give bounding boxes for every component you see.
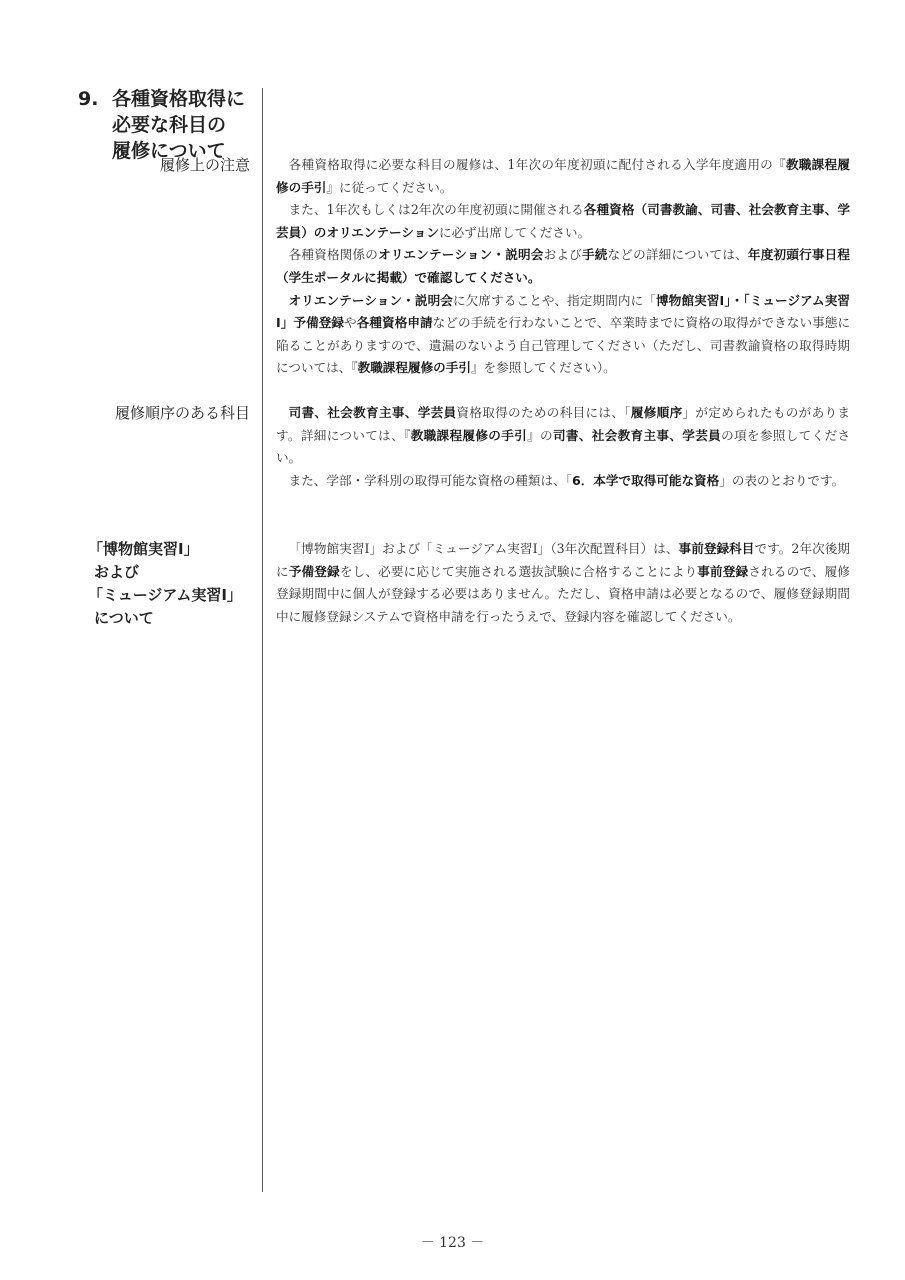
text-run: 』の	[527, 427, 553, 443]
bold-text-run: 予備登録	[288, 563, 340, 579]
bold-text-run: 事前登録科目	[678, 541, 755, 556]
label-museum-practicum	[88, 538, 242, 630]
label-museum-line-2: および	[94, 563, 140, 581]
column-divider	[262, 88, 263, 1192]
bold-text-run: 手続	[581, 247, 608, 263]
bold-text-run: 年度初頭行事日程（学生ポータルに掲載）で確認してください。	[276, 247, 851, 285]
bold-text-run: 博物館実習Ⅰ」・「ミュージアム実習Ⅰ」予備登録	[276, 292, 851, 331]
paragraph	[276, 538, 850, 628]
bold-text-run: オリエンテーション・説明会	[378, 247, 544, 263]
label-museum-line-3: 「ミュージアム実習Ⅰ」	[88, 586, 242, 604]
bold-text-run: 司書、社会教育主事、学芸員	[288, 405, 457, 420]
paragraph	[276, 154, 850, 199]
section-title-line-2: 必要な科目の	[112, 114, 227, 136]
text-run: 」が定められたものがあります。詳細については、『	[276, 405, 851, 443]
bold-text-run: 司書、社会教育主事、学芸員	[552, 427, 722, 443]
label-ordered-courses: 履修順序のある科目	[114, 404, 250, 422]
bold-text-run: 事前登録	[697, 563, 749, 579]
block-registration-notes	[276, 154, 850, 380]
text-run: に欠席することや、指定期間内に「	[453, 292, 657, 308]
label-museum-line-4: について	[94, 609, 154, 627]
bold-text-run: 各種資格（司書教諭、司書、社会教育主事、学芸員）のオリエンテーション	[276, 202, 850, 240]
label-registration-notes: 履修上の注意	[159, 156, 250, 174]
text-run: などの手続を行わないことで、卒業時までに資格の取得ができない事態に陥ることがありますので、遺漏のないよう自己管理してください（ただし、司書教諭資格の取得時期については、『	[276, 315, 851, 376]
paragraph	[276, 290, 850, 380]
text-run: 資格取得のための科目には、「	[456, 405, 631, 420]
bold-text-run: オリエンテーション・説明会	[288, 292, 453, 308]
text-run: や	[344, 315, 357, 331]
bold-text-run: 履修順序	[630, 405, 683, 420]
text-run: に必ず出席してください。	[438, 224, 591, 240]
text-run: 』を参照してください）。	[470, 360, 616, 376]
block-museum-practicum	[276, 538, 850, 628]
bold-text-run: 教職課程履修の手引	[410, 427, 528, 443]
text-run: また、1年次もしくは2年次の年度初頭に開催される	[288, 202, 584, 218]
section-title-line-1: 各種資格取得に	[112, 88, 246, 110]
text-run: また、学部・学科別の取得可能な資格の種類は、「	[288, 472, 572, 488]
bold-text-run: 教職課程履修の手引	[357, 360, 471, 376]
text-run: です。2年次後期に	[276, 541, 851, 579]
paragraph	[276, 244, 850, 289]
bold-text-run: 各種資格申請	[356, 315, 433, 331]
block-ordered-courses	[276, 402, 850, 492]
text-run: 各種資格関係の	[288, 247, 379, 263]
paragraph	[276, 470, 850, 493]
page-number: － 123 －	[420, 1235, 485, 1251]
section-heading	[78, 86, 245, 164]
text-run: の項を参照してください。	[276, 427, 851, 466]
text-run: などの詳細については、	[607, 247, 748, 263]
bold-text-run: 6．本学で取得可能な資格	[571, 472, 720, 488]
text-run: および	[543, 247, 582, 263]
text-run: 』に従ってください。	[326, 179, 453, 195]
label-museum-line-1: 「博物館実習Ⅰ」	[88, 540, 199, 558]
paragraph	[276, 199, 850, 244]
section-number: 9.	[78, 88, 99, 110]
paragraph	[276, 402, 850, 470]
text-run: 「博物館実習Ⅰ」および「ミュージアム実習Ⅰ」（3年次配置科目）は、	[288, 541, 679, 556]
text-run: をし、必要に応じて実施される選抜試験に合格することにより	[339, 563, 698, 579]
text-run: されるので、履修登録期間中に個人が登録する必要はありません。ただし、資格申請は必要となるので、履修登録期間中に履修登録システムで資格申請を行ったうえで、登録内容を確認してください。	[276, 563, 851, 624]
section-title-line-3: 履修について	[112, 140, 226, 162]
text-run: 」の表のとおりです。	[719, 472, 845, 488]
bold-text-run: 教職課程履修の手引	[276, 157, 851, 195]
text-run: 各種資格取得に必要な科目の履修は、1年次の年度初頭に配付される入学年度適用の『	[288, 157, 786, 172]
